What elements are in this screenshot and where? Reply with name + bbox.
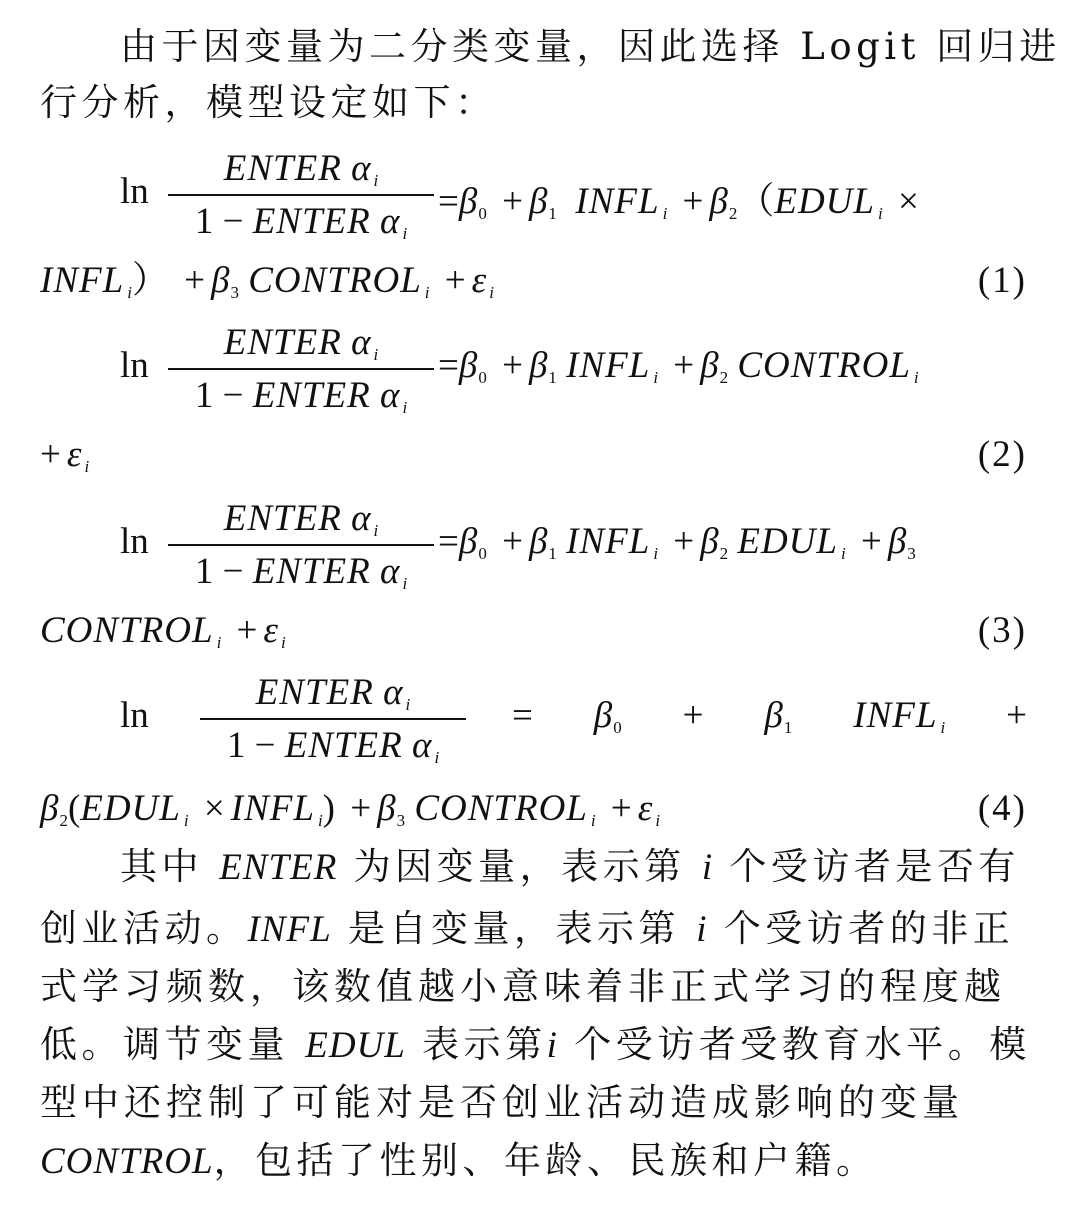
- equation-1-main: [120, 146, 1027, 246]
- explanation-line-4: 低。调节变量 EDUL 表示第i 个受访者受教育水平。模: [40, 1023, 1031, 1066]
- intro-line-2: 行分析，模型设定如下：: [40, 81, 497, 124]
- equation-1-continuation: INFL $_i$） + β3 CONTROL $_i$ + ε $_i$ (1): [40, 260, 1027, 302]
- equation-3-rhs: =β0 + β1 INFL $_i$ + β2 EDUL $_i$ + β3: [438, 521, 916, 563]
- equation-4-rhs: = β0 + β1 INFL $_i$ +: [512, 695, 1027, 737]
- equation-1-rhs: =β0 + β1 INFL $_i$ + β2（EDUL $_i$ ×: [438, 181, 919, 223]
- fraction: ENTER α $_i$ 1 − ENTER α $_i$: [168, 496, 434, 594]
- fraction: ENTER α $_i$ 1 − ENTER α $_i$: [200, 670, 466, 768]
- explanation-line-3: 式学习频数，该数值越小意味着非正式学习的程度越: [40, 965, 1006, 1008]
- explanation-line-1: 其中 ENTER 为因变量，表示第 i 个受访者是否有: [120, 845, 1020, 888]
- equation-3-continuation: CONTROL $_i$ + ε $_i$ (3): [40, 610, 1027, 652]
- ln-operator: ln: [120, 171, 149, 212]
- equation-2-rhs: =β0 + β1 INFL $_i$ + β2 CONTROL $_i$: [438, 345, 919, 387]
- equation-number-3: (3): [977, 610, 1027, 651]
- equation-number-1: (1): [977, 260, 1027, 301]
- explanation-line-6: CONTROL，包括了性别、年龄、民族和户籍。: [40, 1139, 878, 1182]
- equation-2-continuation: + ε $_i$ (2): [40, 434, 1027, 476]
- explanation-line-2: 创业活动。INFL 是自变量，表示第 i 个受访者的非正: [40, 907, 1015, 950]
- equation-4-main: ln ENTER α $_i$ 1 − ENTER α $_i$ = β0 + β1 INFL $_i$ +: [120, 672, 1027, 767]
- equation-2-main: ln ENTER α $_i$ 1 − ENTER α $_i$ =β0 + β1 INFL $_i$ + β2 CONTROL $_i$: [120, 322, 919, 417]
- equation-number-4: (4): [977, 788, 1027, 829]
- equation-3-main: ln ENTER α $_i$ 1 − ENTER α $_i$ =β0 + β1 INFL $_i$ + β2 EDUL $_i$ + β3: [120, 498, 916, 593]
- explanation-line-5: 型中还控制了可能对是否创业活动造成影响的变量: [40, 1081, 964, 1124]
- fraction: ENTER α $_i$ 1 − ENTER α $_i$: [168, 320, 434, 418]
- equation-4-continuation: β2(EDUL $_i$ × INFL $_i$) + β3 CONTROL $_i$ + ε $_i$ (4): [40, 788, 1027, 830]
- fraction: ENTER α $_i$ 1 − ENTER α $_i$: [168, 146, 434, 244]
- equation-number-2: (2): [977, 434, 1027, 475]
- intro-line-1: 由于因变量为二分类变量，因此选择 Logit 回归进: [120, 25, 1061, 68]
